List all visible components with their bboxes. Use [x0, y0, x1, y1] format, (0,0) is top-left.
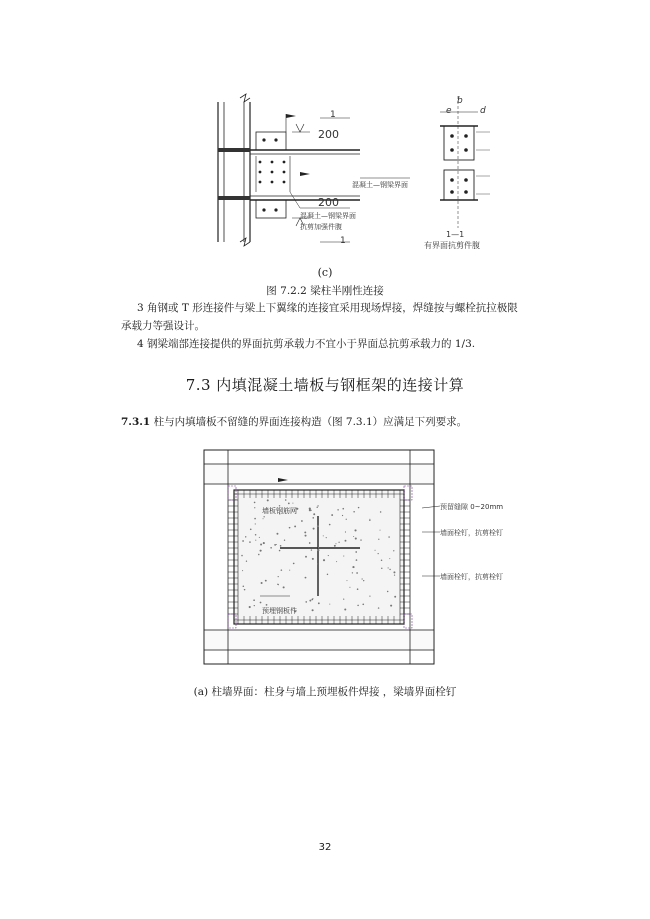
label-embedded-plate: 预埋钢板件 — [262, 607, 297, 615]
clause-7-3-1 — [121, 414, 561, 429]
figure-caption-a: (a) 柱墙界面：柱身与墙上预埋板件焊接 ，梁墙界面栓钉 — [193, 686, 457, 698]
paragraph-4: 4 钢梁端部连接提供的界面抗剪承载力不宜小于界面总抗剪承载力的 1/3. — [137, 338, 476, 350]
label-gap: 预留缝隙 0~20mm — [440, 503, 504, 511]
clause-number: 7.3.1 — [121, 416, 151, 428]
label-shear-stiffener: 抗剪加强件腹 — [300, 223, 342, 231]
label-concrete-beam-top: 混凝土—钢梁界面 — [352, 181, 408, 189]
section-note: 有界面抗剪件腹 — [424, 241, 480, 250]
infill-wall-frame-drawing — [200, 446, 490, 670]
label-column-stud-2: 墙面栓钉，抗剪栓钉 — [440, 573, 503, 581]
section-title-7-3: 7.3 内填混凝土墙板与钢框架的连接计算 — [185, 376, 465, 394]
dim-200-bottom: 200 — [318, 196, 339, 209]
figure-caption-7-2-2: 图 7.2.2 梁柱半刚性连接 — [266, 285, 384, 297]
label-concrete-beam-bottom: 混凝土—钢梁界面 — [300, 212, 356, 220]
label-wall-rebar: 墙板钢筋网 — [262, 507, 297, 515]
dim-200-top: 200 — [318, 128, 339, 141]
label-column-stud-1: 墙面栓钉，抗剪栓钉 — [440, 529, 503, 537]
page-number: 32 — [318, 842, 332, 853]
paragraph-3-line2: 承载力等强设计。 — [121, 320, 205, 332]
section-mark-bottom: 1 — [340, 236, 346, 246]
figure-sub-label-c: (c) — [317, 266, 333, 279]
section-label: 1—1 — [446, 230, 465, 239]
dim-d: d — [480, 106, 486, 116]
paragraph-3-line1: 3 角钢或 T 形连接件与梁上下翼缘的连接宜采用现场焊接，焊缝按与螺栓抗拉极限 — [137, 302, 518, 314]
clause-text: 柱与内填墙板不留缝的界面连接构造（图 7.3.1）应满足下列要求。 — [150, 416, 468, 428]
section-mark-top: 1 — [330, 110, 336, 120]
dim-b: b — [457, 96, 463, 106]
dim-e: e — [446, 106, 452, 116]
